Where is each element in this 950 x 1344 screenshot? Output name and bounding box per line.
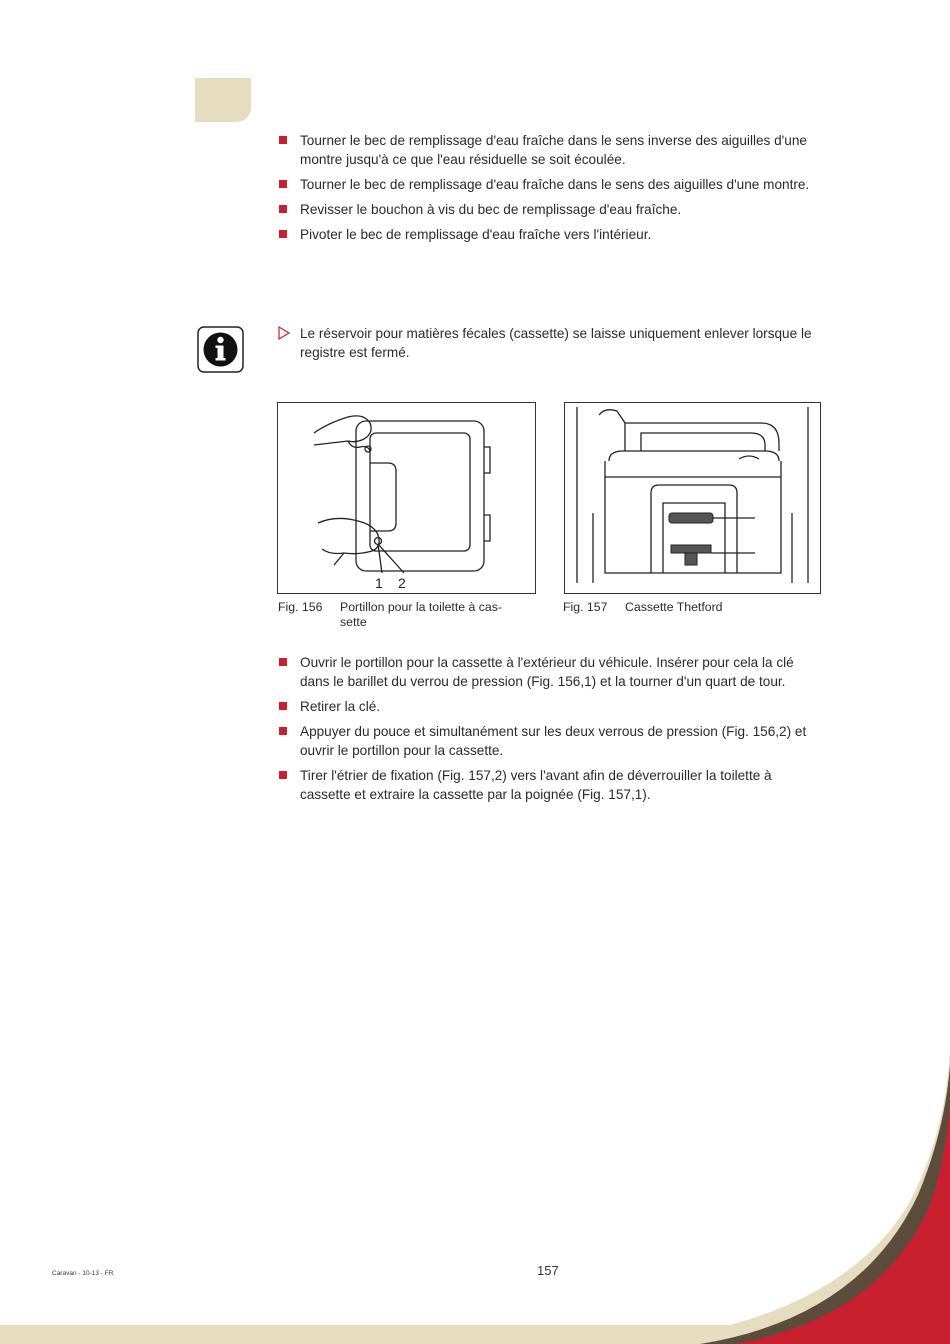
list-item: Appuyer du pouce et simultanément sur les deux verrous de pression (Fig. 156,2) et ouvrir le portillon pour la cassette. [278,722,823,760]
triangle-right-icon [278,326,290,340]
chapter-tab [195,78,251,122]
instruction-list-bottom [278,653,823,810]
list-item: Tourner le bec de remplissage d'eau fraîche dans le sens des aiguilles d'une montre. [278,175,823,194]
list-item: Ouvrir le portillon pour la cassette à l'extérieur du véhicule. Insérer pour cela la clé dans le barillet du verrou de pression (Fig. 156,1) et la tourner d'un quart de tour. [278,653,823,691]
list-item: Tirer l'étrier de fixation (Fig. 157,2) vers l'avant afin de déverrouiller la toilette à cassette et extraire la cassette par la poignée (Fig. 157,1). [278,766,823,804]
list-item: Retirer la clé. [278,697,823,716]
square-bullet-icon [279,205,287,213]
info-note: Le réservoir pour matières fécales (cassette) se laisse uniquement enlever lorsque le registre est fermé. [278,324,845,362]
square-bullet-icon [279,658,287,666]
square-bullet-icon [279,771,287,779]
footer-document-id: Caravan - 10-13 - FR [52,1270,114,1277]
page-number: 157 [537,1263,559,1278]
square-bullet-icon [279,180,287,188]
instruction-list-top [278,131,823,250]
callout-1: 1 [375,575,383,591]
info-icon [197,326,244,373]
square-bullet-icon [279,230,287,238]
square-bullet-icon [279,727,287,735]
list-item: Pivoter le bec de remplissage d'eau fraîche vers l'intérieur. [278,225,823,244]
callout-2: 2 [398,575,406,591]
list-item: Tourner le bec de remplissage d'eau fraîche dans le sens inverse des aiguilles d'une montre jusqu'à ce que l'eau résiduelle se soit écoulée. [278,131,823,169]
figure-157-thetford-cassette [564,402,821,594]
square-bullet-icon [279,136,287,144]
figure-156-cassette-door [277,402,536,594]
list-item: Revisser le bouchon à vis du bec de remplissage d'eau fraîche. [278,200,823,219]
square-bullet-icon [279,702,287,710]
